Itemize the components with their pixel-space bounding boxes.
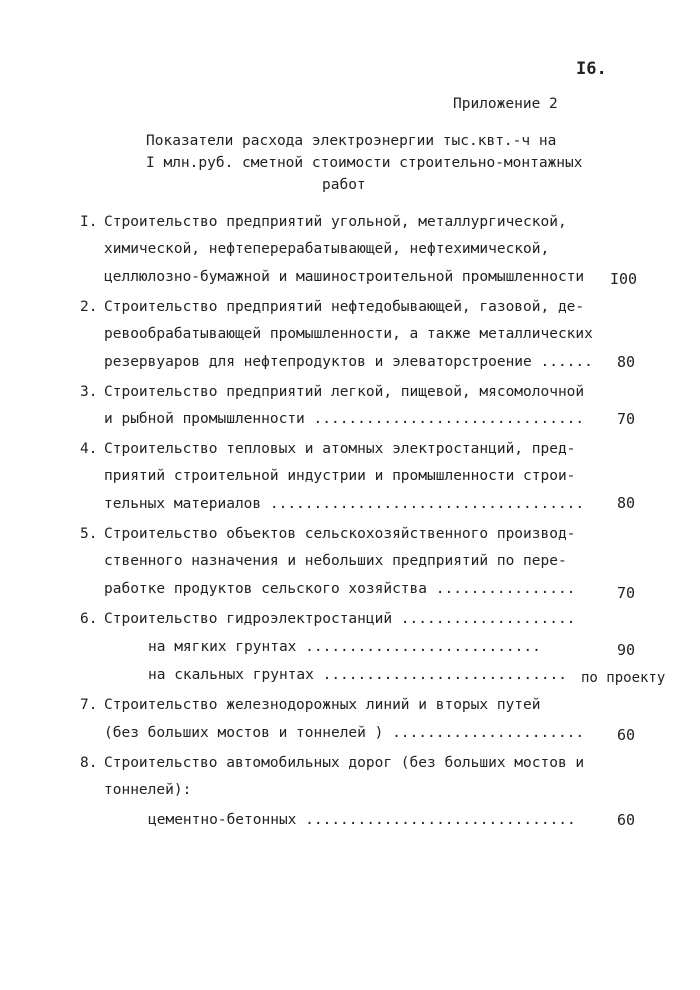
page-number: I6. xyxy=(576,59,607,79)
item-number: I. xyxy=(80,214,98,230)
item-line: работке продуктов сельского хозяйства ................ xyxy=(104,581,576,597)
sub-item-value: 90 xyxy=(617,641,636,659)
title-line-2: I млн.руб. сметной стоимости строительно-монтажных xyxy=(146,155,583,171)
item-line: ревообрабатывающей промышленности, а также металлических xyxy=(104,326,593,342)
item-line: Строительство железнодорожных линий и вторых путей xyxy=(104,697,541,713)
item-line: Строительство объектов сельскохозяйственного производ- xyxy=(104,526,576,542)
item-line: (без больших мостов и тоннелей ) ...................... xyxy=(104,725,585,741)
item-number: 4. xyxy=(80,441,98,457)
item-value: 70 xyxy=(617,584,636,602)
title-line-3: работ xyxy=(322,177,366,193)
item-line: Строительство гидроэлектростанций .................... xyxy=(104,611,576,627)
item-line: приятий строительной индустрии и промышленности строи- xyxy=(104,468,576,484)
title-line-1: Показатели расхода электроэнергии тыс.квт.-ч на xyxy=(146,133,557,149)
sub-item-label: на мягких грунтах ........................... xyxy=(148,639,541,655)
item-line: Строительство предприятий легкой, пищевой, мясомолочной xyxy=(104,384,585,400)
item-number: 6. xyxy=(80,611,98,627)
item-line: Строительство предприятий нефтедобывающей, газовой, де- xyxy=(104,299,585,315)
item-line: химической, нефтеперерабатывающей, нефтехимической, xyxy=(104,241,550,257)
item-value: 80 xyxy=(617,494,636,512)
item-number: 5. xyxy=(80,526,98,542)
item-number: 3. xyxy=(80,384,98,400)
item-line: ственного назначения и небольших предприятий по пере- xyxy=(104,553,567,569)
item-line: тоннелей): xyxy=(104,782,192,798)
item-number: 7. xyxy=(80,697,98,713)
item-line: и рыбной промышленности ............................... xyxy=(104,411,585,427)
sub-item-label: на скальных грунтах ............................ xyxy=(148,667,568,683)
item-value: 70 xyxy=(617,410,636,428)
item-value: I00 xyxy=(610,270,638,288)
item-number: 2. xyxy=(80,299,98,315)
sub-item-label: цементно-бетонных ............................... xyxy=(148,812,576,828)
item-number: 8. xyxy=(80,755,98,771)
sub-item-value: 60 xyxy=(617,811,636,829)
item-line: Строительство предприятий угольной, металлургической, xyxy=(104,214,567,230)
item-line: Строительство тепловых и атомных электростанций, пред- xyxy=(104,441,576,457)
item-line: Строительство автомобильных дорог (без больших мостов и xyxy=(104,755,585,771)
item-line: резервуаров для нефтепродуктов и элеваторстроение ...... xyxy=(104,354,593,370)
item-line: целлюлозно-бумажной и машиностроительной промышленности xyxy=(104,269,585,285)
item-value: 60 xyxy=(617,726,636,744)
sub-item-value: по проекту xyxy=(581,670,666,686)
item-line: тельных материалов .................................... xyxy=(104,496,585,512)
appendix-label: Приложение 2 xyxy=(453,96,558,112)
item-value: 80 xyxy=(617,353,636,371)
